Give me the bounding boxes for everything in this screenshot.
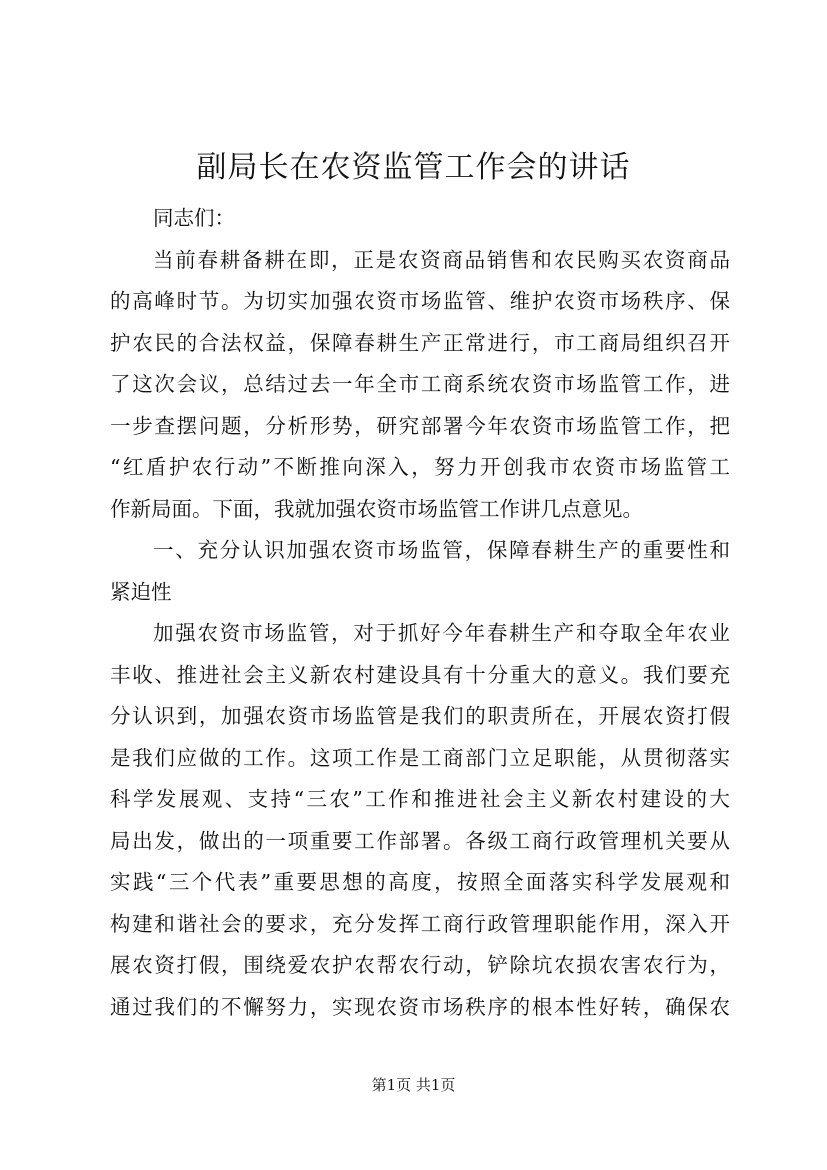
paragraph-line: “红盾护农行动”不断推向深入，努力开创我市农资市场监管工 <box>110 455 730 479</box>
paragraph-line: 加强农资市场监管，对于抓好今年春耕生产和夺取全年农业 <box>153 621 730 645</box>
paragraph-line: 了这次会议，总结过去一年全市工商系统农资市场监管工作，进 <box>110 372 730 396</box>
paragraph-line: 护农民的合法权益，保障春耕生产正常进行，市工商局组织召开 <box>110 330 730 355</box>
paragraph-line: 作新局面。下面，我就加强农资市场监管工作讲几点意见。 <box>110 496 643 521</box>
salutation-line: 同志们： <box>153 206 235 230</box>
paragraph-line: 当前春耕备耕在即，正是农资商品销售和农民购买农资商品 <box>153 247 730 272</box>
paragraph-line: 局出发，做出的一项重要工作部署。各级工商行政管理机关要从 <box>110 828 730 853</box>
paragraph-line: 实践“三个代表”重要思想的高度，按照全面落实科学发展观和 <box>110 870 730 894</box>
paragraph-line: 一步查摆问题，分析形势，研究部署今年农资市场监管工作，把 <box>110 413 730 438</box>
paragraph-line: 分认识到，加强农资市场监管是我们的职责所在，开展农资打假 <box>110 704 730 728</box>
section-heading-line: 一、充分认识加强农资市场监管，保障春耕生产的重要性和 <box>153 538 730 562</box>
paragraph-line: 丰收、推进社会主义新农村建设具有十分重大的意义。我们要充 <box>110 662 730 687</box>
paragraph-line: 是我们应做的工作。这项工作是工商部门立足职能，从贯彻落实 <box>110 745 730 770</box>
section-heading-line: 紧迫性 <box>110 579 172 604</box>
paragraph-line: 科学发展观、支持“三农”工作和推进社会主义新农村建设的大 <box>110 787 730 811</box>
paragraph-line: 构建和谐社会的要求，充分发挥工商行政管理职能作用，深入开 <box>110 911 730 936</box>
page-footer: 第1页 共1页 <box>371 1076 456 1094</box>
paragraph-line: 展农资打假，围绕爱农护农帮农行动，铲除坑农损农害农行为， <box>110 953 730 977</box>
paragraph-line: 的高峰时节。为切实加强农资市场监管、维护农资市场秩序、保 <box>110 289 730 313</box>
document-title: 副局长在农资监管工作会的讲话 <box>196 150 631 185</box>
document-body <box>110 198 730 1028</box>
paragraph-line: 通过我们的不懈努力，实现农资市场秩序的根本性好转，确保农 <box>110 994 730 1019</box>
